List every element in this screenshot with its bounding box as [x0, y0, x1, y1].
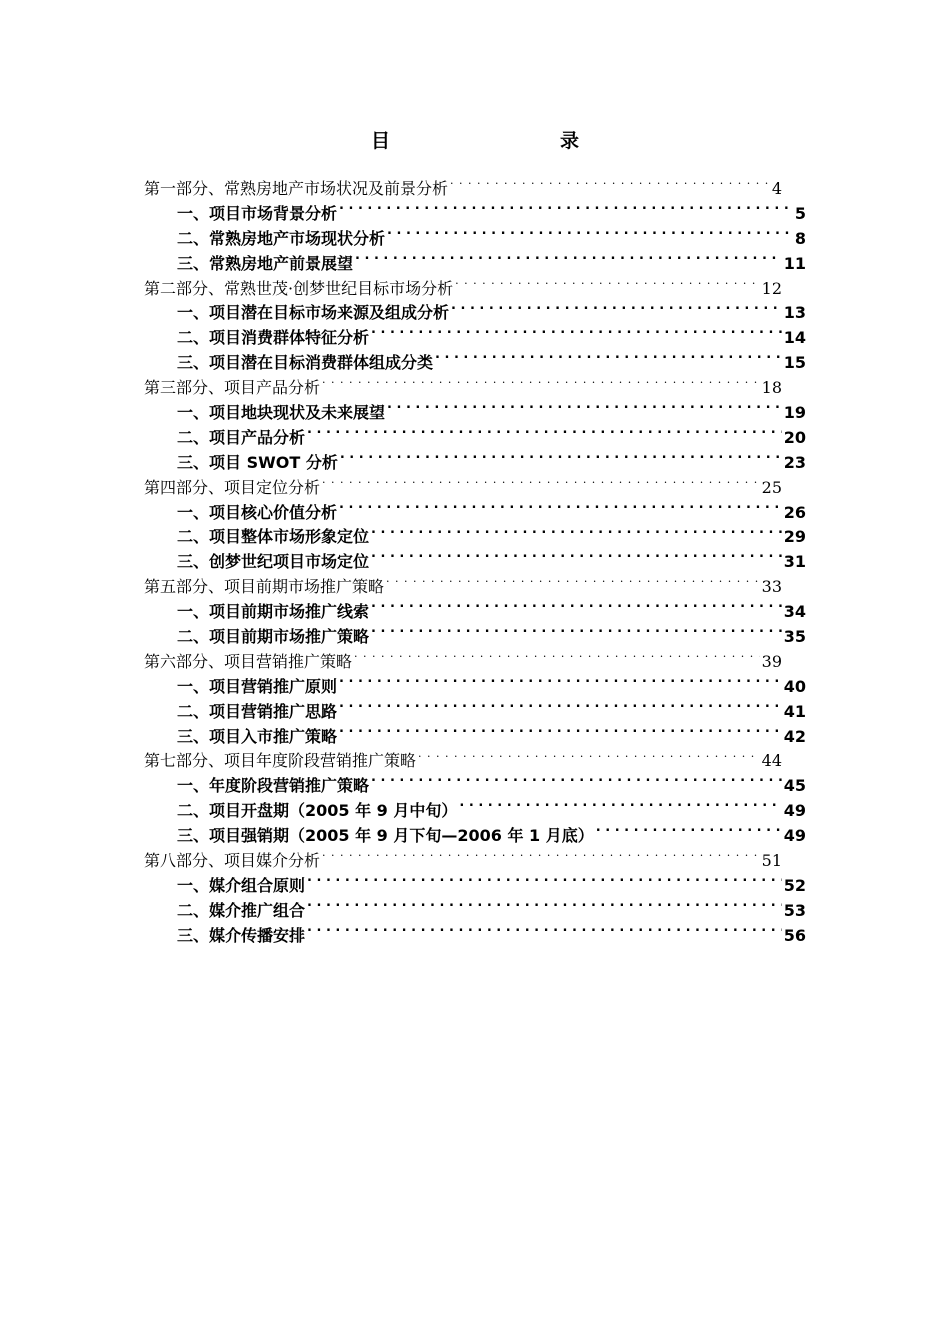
toc-section-entry[interactable]	[144, 401, 806, 426]
toc-page-number: 26	[783, 502, 806, 522]
toc-page-number: 29	[783, 527, 806, 547]
toc-dot-leader	[451, 302, 782, 318]
toc-section-entry[interactable]	[144, 351, 806, 376]
toc-entry-label: 三、项目潜在目标消费群体组成分类	[177, 353, 434, 373]
toc-page-number: 23	[783, 452, 806, 472]
toc-page-number: 8	[794, 228, 806, 248]
toc-dot-leader	[339, 676, 782, 692]
toc-dot-leader	[387, 228, 793, 244]
toc-entry-label: 三、创梦世纪项目市场定位	[177, 552, 370, 572]
toc-dot-leader	[339, 701, 782, 717]
toc-page-number: 56	[783, 925, 806, 945]
toc-dot-leader	[371, 526, 782, 542]
toc-entry-label: 第四部分、项目定位分析	[144, 477, 321, 497]
toc-entry-label: 第五部分、项目前期市场推广策略	[144, 577, 385, 597]
toc-entry-label: 二、项目前期市场推广策略	[177, 627, 370, 647]
toc-section-entry[interactable]	[144, 799, 806, 824]
toc-entry-label: 二、项目消费群体特征分析	[177, 328, 370, 348]
toc-entry-label: 一、项目地块现状及未来展望	[177, 403, 386, 423]
toc-page-number: 5	[794, 203, 806, 223]
toc-dot-leader	[596, 825, 782, 841]
toc-entry-label: 第二部分、常熟世茂·创梦世纪目标市场分析	[144, 278, 454, 298]
toc-dot-leader	[371, 601, 782, 617]
toc-page-number: 12	[761, 278, 782, 298]
toc-page-number: 45	[783, 776, 806, 796]
toc-section-entry[interactable]	[144, 824, 806, 849]
toc-dot-leader	[459, 800, 781, 816]
toc-entry-label: 第一部分、常熟房地产市场状况及前景分析	[144, 179, 449, 198]
toc-section-entry[interactable]	[144, 227, 806, 252]
toc-page-number: 44	[761, 751, 782, 771]
toc-entry-label: 二、常熟房地产市场现状分析	[177, 228, 386, 248]
toc-dot-leader	[340, 452, 782, 468]
toc-section-entry[interactable]	[144, 326, 806, 351]
toc-page-number: 19	[783, 403, 806, 423]
toc-page-number: 14	[783, 328, 806, 348]
toc-section-entry[interactable]	[144, 501, 806, 526]
toc-dot-leader	[387, 402, 782, 418]
toc-entry-label: 三、媒介传播安排	[177, 925, 306, 945]
toc-section-entry[interactable]	[144, 525, 806, 550]
toc-section-entry[interactable]	[144, 202, 806, 227]
toc-page-number: 49	[783, 826, 806, 846]
toc-dot-leader	[355, 253, 782, 269]
toc-entry-label: 一、项目营销推广原则	[177, 676, 338, 696]
toc-dot-leader	[339, 726, 782, 742]
toc-section-entry[interactable]	[144, 675, 806, 700]
toc-page-number: 13	[783, 303, 806, 323]
toc-entry-label: 一、年度阶段营销推广策略	[177, 776, 370, 796]
toc-entry-label: 一、项目前期市场推广线索	[177, 602, 370, 622]
toc-dot-leader	[307, 925, 782, 941]
toc-entry-label: 第七部分、项目年度阶段营销推广策略	[144, 751, 417, 771]
toc-dot-leader	[386, 576, 760, 592]
toc-entry-label: 三、项目强销期（2005 年 9 月下旬—2006 年 1 月底）	[177, 826, 594, 846]
toc-dot-leader	[371, 626, 782, 642]
toc-part-entry[interactable]	[144, 575, 782, 600]
toc-entry-label: 二、项目产品分析	[177, 427, 306, 447]
toc-entry-label: 第六部分、项目营销推广策略	[144, 651, 353, 671]
toc-entry-label: 二、项目整体市场形象定位	[177, 527, 370, 547]
toc-part-entry[interactable]	[144, 749, 782, 774]
toc-section-entry[interactable]	[144, 899, 806, 924]
toc-dot-leader	[371, 327, 782, 343]
toc-section-entry[interactable]	[144, 252, 806, 277]
toc-entry-label: 三、常熟房地产前景展望	[177, 253, 354, 273]
toc-page-number: 4	[771, 179, 782, 198]
toc-section-entry[interactable]	[144, 550, 806, 575]
toc-entry-label: 三、项目入市推广策略	[177, 726, 338, 746]
toc-entry-label: 第八部分、项目媒介分析	[144, 851, 321, 871]
toc-page-number: 20	[783, 427, 806, 447]
toc-entry-label: 一、项目潜在目标市场来源及组成分析	[177, 303, 450, 323]
toc-section-entry[interactable]	[144, 725, 806, 750]
toc-entry-label: 第三部分、项目产品分析	[144, 378, 321, 398]
toc-dot-leader	[371, 775, 782, 791]
toc-page-number: 34	[783, 602, 806, 622]
toc-section-entry[interactable]	[144, 774, 806, 799]
toc-page-number: 41	[783, 701, 806, 721]
toc-entry-label: 一、媒介组合原则	[177, 875, 306, 895]
toc-dot-leader	[322, 850, 760, 866]
toc-dot-leader	[322, 377, 760, 393]
toc-part-entry[interactable]	[144, 376, 782, 401]
toc-section-entry[interactable]	[144, 426, 806, 451]
toc-entry-label: 二、媒介推广组合	[177, 900, 306, 920]
toc-part-entry[interactable]	[144, 849, 782, 874]
toc-dot-leader	[418, 750, 760, 766]
toc-section-entry[interactable]	[144, 700, 806, 725]
toc-section-entry[interactable]	[144, 451, 806, 476]
toc-part-entry[interactable]	[144, 277, 782, 302]
table-of-contents	[144, 177, 806, 949]
toc-page-number: 53	[783, 900, 806, 920]
toc-entry-label: 一、项目核心价值分析	[177, 502, 338, 522]
toc-section-entry[interactable]	[144, 924, 806, 949]
toc-page-number: 42	[783, 726, 806, 746]
toc-page-number: 39	[761, 651, 782, 671]
toc-dot-leader	[307, 900, 782, 916]
toc-entry-label: 二、项目开盘期（2005 年 9 月中旬）	[177, 801, 458, 821]
toc-dot-leader	[371, 551, 782, 567]
toc-entry-label: 三、项目 SWOT 分析	[177, 452, 338, 472]
toc-part-entry[interactable]	[144, 650, 782, 675]
toc-part-entry[interactable]	[144, 476, 782, 501]
toc-section-entry[interactable]	[144, 874, 806, 899]
toc-page-number: 35	[783, 627, 806, 647]
toc-section-entry[interactable]	[144, 625, 806, 650]
toc-part-entry[interactable]	[144, 177, 782, 202]
toc-entry-label: 一、项目市场背景分析	[177, 203, 338, 223]
toc-section-entry[interactable]	[144, 301, 806, 326]
toc-dot-leader	[450, 178, 770, 194]
page-title: 目 录	[370, 130, 623, 152]
toc-page-number: 33	[761, 577, 782, 597]
toc-dot-leader	[455, 278, 760, 294]
toc-page-number: 51	[761, 851, 782, 871]
toc-page-number: 31	[783, 552, 806, 572]
toc-page-number: 52	[783, 875, 806, 895]
toc-page-number: 11	[783, 253, 806, 273]
toc-entry-label: 二、项目营销推广思路	[177, 701, 338, 721]
toc-section-entry[interactable]	[144, 600, 806, 625]
toc-dot-leader	[354, 651, 760, 667]
toc-dot-leader	[339, 203, 793, 219]
toc-dot-leader	[307, 875, 782, 891]
toc-page-number: 18	[761, 378, 782, 398]
toc-dot-leader	[322, 477, 760, 493]
toc-page-number: 15	[783, 353, 806, 373]
toc-dot-leader	[307, 427, 782, 443]
toc-page-number: 25	[761, 477, 782, 497]
toc-dot-leader	[339, 502, 782, 518]
toc-page-number: 49	[783, 801, 806, 821]
toc-dot-leader	[435, 352, 782, 368]
toc-page-number: 40	[783, 676, 806, 696]
